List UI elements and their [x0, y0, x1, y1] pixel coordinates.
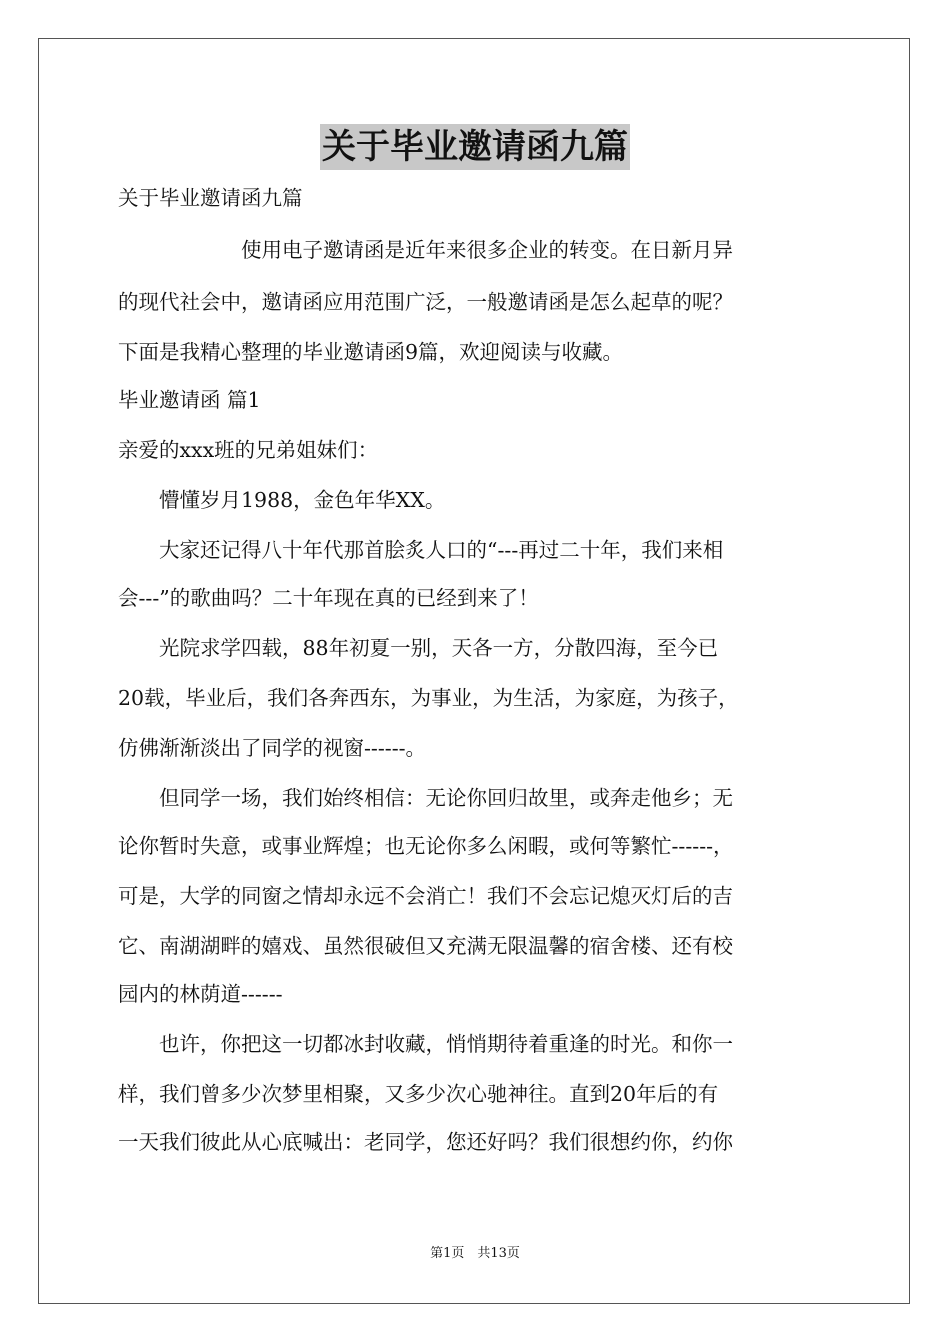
text-line: 关于毕业邀请函九篇 [118, 186, 303, 210]
text-line: 也许，你把这一切都冰封收藏，悄悄期待着重逢的时光。和你一 [118, 1032, 733, 1056]
text-line: 样，我们曾多少次梦里相聚，又多少次心驰神往。直到20年后的有 [118, 1082, 719, 1106]
text-line: 光院求学四载，88年初夏一别，天各一方，分散四海，至今已 [118, 636, 719, 660]
page-footer: 第1页 共13页 [430, 1246, 520, 1261]
text-line: 懵懂岁月1988，金色年华XX。 [118, 488, 446, 512]
text-line: 20载，毕业后，我们各奔西东，为事业，为生活，为家庭，为孩子， [118, 686, 739, 710]
text-line: 一天我们彼此从心底喊出：老同学，您还好吗？我们很想约你，约你 [118, 1130, 733, 1154]
title-container [0, 124, 950, 170]
text-line: 的现代社会中，邀请函应用范围广泛，一般邀请函是怎么起草的呢？ [118, 290, 733, 314]
text-line: 可是，大学的同窗之情却永远不会消亡！我们不会忘记熄灭灯后的吉 [118, 884, 733, 908]
text-line: 亲爱的xxx班的兄弟姐妹们： [118, 438, 379, 462]
section-heading: 毕业邀请函 篇1 [118, 388, 261, 412]
text-line: 仿佛渐渐淡出了同学的视窗------。 [118, 736, 427, 760]
document-title: 关于毕业邀请函九篇 [320, 124, 630, 170]
page-border [38, 38, 910, 1304]
text-line: 但同学一场，我们始终相信：无论你回归故里，或奔走他乡；无 [118, 786, 733, 810]
text-line: 大家还记得八十年代那首脍炙人口的“---再过二十年，我们来相 [118, 538, 724, 562]
text-line: 它、南湖湖畔的嬉戏、虽然很破但又充满无限温馨的宿舍楼、还有校 [118, 934, 733, 958]
text-line: 园内的林荫道------ [118, 982, 283, 1006]
text-line: 会---”的歌曲吗？二十年现在真的已经到来了！ [118, 586, 539, 610]
text-line: 使用电子邀请函是近年来很多企业的转变。在日新月异 [118, 238, 733, 262]
text-line: 论你暂时失意，或事业辉煌；也无论你多么闲暇，或何等繁忙------， [118, 834, 734, 858]
text-line: 下面是我精心整理的毕业邀请函9篇，欢迎阅读与收藏。 [118, 340, 624, 364]
